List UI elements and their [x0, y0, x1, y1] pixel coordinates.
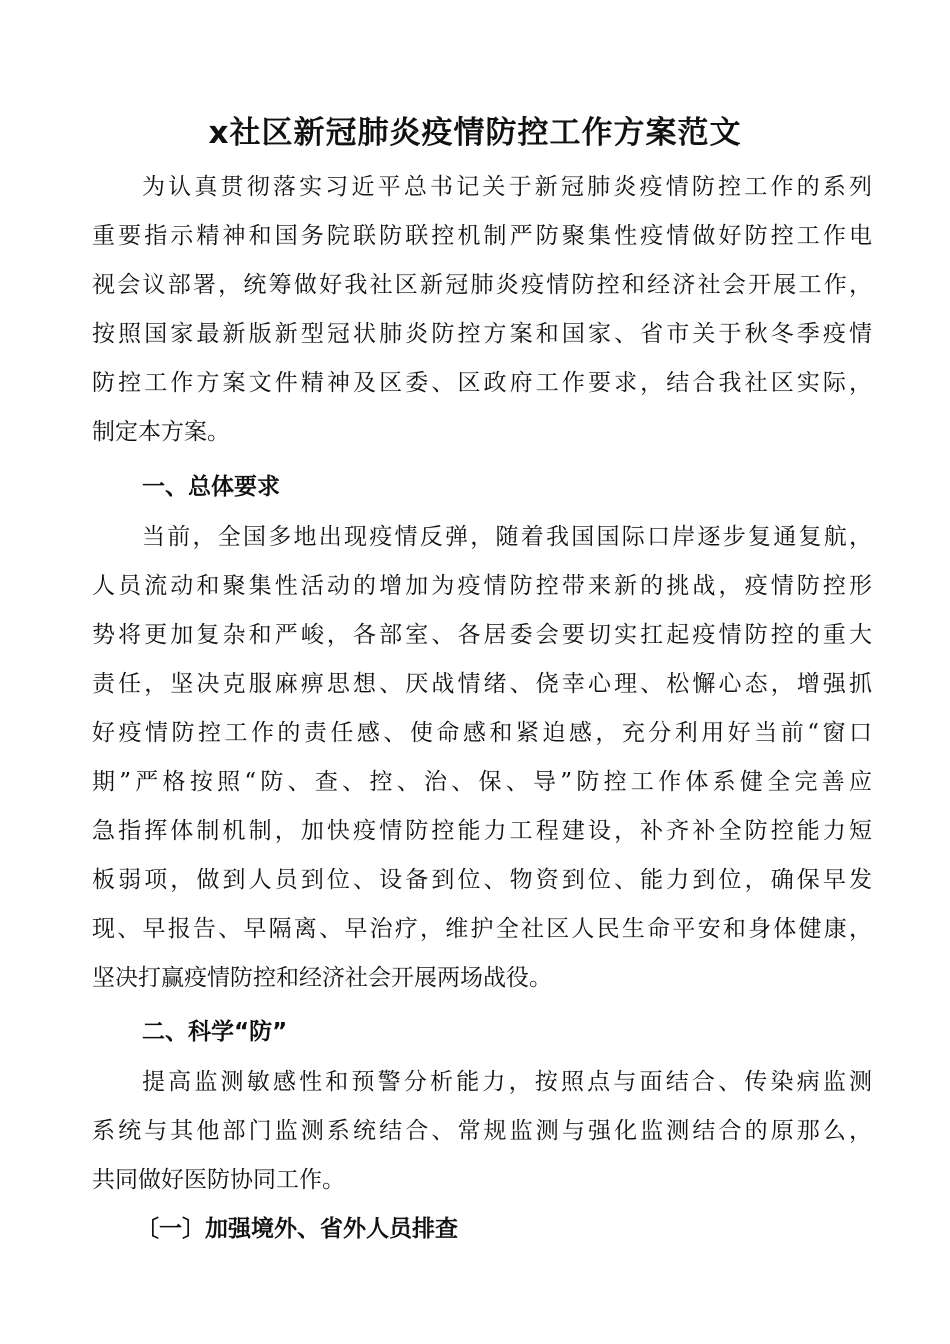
paragraph-line: 板弱项，做到人员到位、设备到位、物资到位、能力到位，确保早发 [92, 867, 872, 893]
paragraph-line: 为认真贯彻落实习近平总书记关于新冠肺炎疫情防控工作的系列 [142, 174, 872, 200]
paragraph-line: 重要指示精神和国务院联防联控机制严防聚集性疫情做好防控工作电 [92, 223, 872, 249]
paragraph-line: 提高监测敏感性和预警分析能力，按照点与面结合、传染病监测 [142, 1069, 872, 1095]
paragraph-line: 按照国家最新版新型冠状肺炎防控方案和国家、省市关于秋冬季疫情 [92, 321, 872, 347]
intro-paragraph [92, 163, 872, 457]
paragraph-line: 视会议部署，统筹做好我社区新冠肺炎疫情防控和经济社会开展工作， [92, 272, 872, 298]
paragraph-line: 急指挥体制机制，加快疫情防控能力工程建设，补齐补全防控能力短 [92, 818, 872, 844]
paragraph-line: 责任，坚决克服麻痹思想、厌战情绪、侥幸心理、松懈心态，增强抓 [92, 671, 872, 697]
section1-paragraph [92, 513, 872, 1003]
paragraph-line: 制定本方案。 [92, 419, 230, 445]
paragraph-line: 现、早报告、早隔离、早治疗，维护全社区人民生命平安和身体健康， [92, 916, 872, 942]
paragraph-line: 坚决打赢疫情防控和经济社会开展两场战役。 [92, 965, 552, 991]
paragraph-line: 共同做好医防协同工作。 [92, 1167, 345, 1193]
paragraph-line: 当前，全国多地出现疫情反弹，随着我国国际口岸逐步复通复航， [142, 524, 872, 550]
paragraph-line: 人员流动和聚集性活动的增加为疫情防控带来新的挑战，疫情防控形 [92, 573, 872, 599]
paragraph-line: 好疫情防控工作的责任感、使命感和紧迫感，充分利用好当前“窗口 [92, 720, 872, 746]
paragraph-line: 势将更加复杂和严峻，各部室、各居委会要切实扛起疫情防控的重大 [92, 622, 872, 648]
section-heading-scientific-prevention: 二、科学“防” [142, 1019, 288, 1045]
section2-paragraph [92, 1058, 872, 1205]
subsection-heading: 〔一〕加强境外、省外人员排查 [136, 1216, 458, 1242]
paragraph-line: 防控工作方案文件精神及区委、区政府工作要求，结合我社区实际， [92, 370, 872, 396]
section-heading-overall-requirements: 一、总体要求 [142, 474, 280, 500]
paragraph-line: 系统与其他部门监测系统结合、常规监测与强化监测结合的原那么， [92, 1118, 872, 1144]
paragraph-line: 期”严格按照“防、查、控、治、保、导”防控工作体系健全完善应 [92, 769, 872, 795]
document-title: x社区新冠肺炎疫情防控工作方案范文 [208, 115, 742, 151]
